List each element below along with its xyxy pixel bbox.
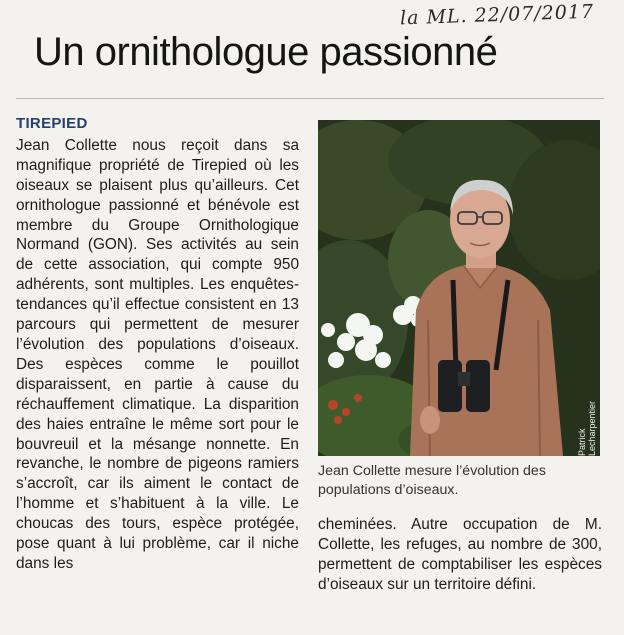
photo-credit: Patrick Lecharpentier xyxy=(577,400,597,456)
article-body-right-column xyxy=(318,515,602,595)
article-body-left-text: Jean Collette nous reçoit dans sa magnifique propriété de Tirepied où les oiseaux se plaisent plus qu’ailleurs. Cet ornithologue passionné et bénévole est membre du Groupe Ornithologique Normand (GON). Ses activités au sein de cette association, qui compte 950 adhérents, sont multiples. Les enquêtes-tendances qu’il effectue consistent en 13 parcours qui permettent de mesurer l’évolution des populations d’oiseaux. Des espèces comme le pouillot disparaissent, en partie à cause du réchauffement climatique. La disparition des haies entraîne le même sort pour le bouvreuil et la mésange nonnette. En revanche, le nombre de pigeons ramiers s’accroît, car ils aiment le contact de l’homme et s’habituent à la ville. Le choucas des tours, espèce protégée, pose quant à lui problème, car il niche dans les xyxy=(16,136,299,572)
handwritten-date-note: la ML. 22/07/2017 xyxy=(399,0,595,30)
article-body-left-column xyxy=(16,114,299,574)
article-headline: Un ornithologue passionné xyxy=(34,30,498,74)
article-kicker: TIREPIED xyxy=(16,115,88,132)
article-photo xyxy=(318,120,600,456)
photo-illustration xyxy=(318,120,600,456)
photo-caption: Jean Collette mesure l’évolution des populations d’oiseaux. xyxy=(318,463,546,498)
article-body-right-text: cheminées. Autre occupation de M. Collette, les refuges, au nombre de 300, permettent de comptabiliser les espèces d’oiseaux sur un territoire défini. xyxy=(318,516,602,593)
header-divider xyxy=(16,98,604,99)
